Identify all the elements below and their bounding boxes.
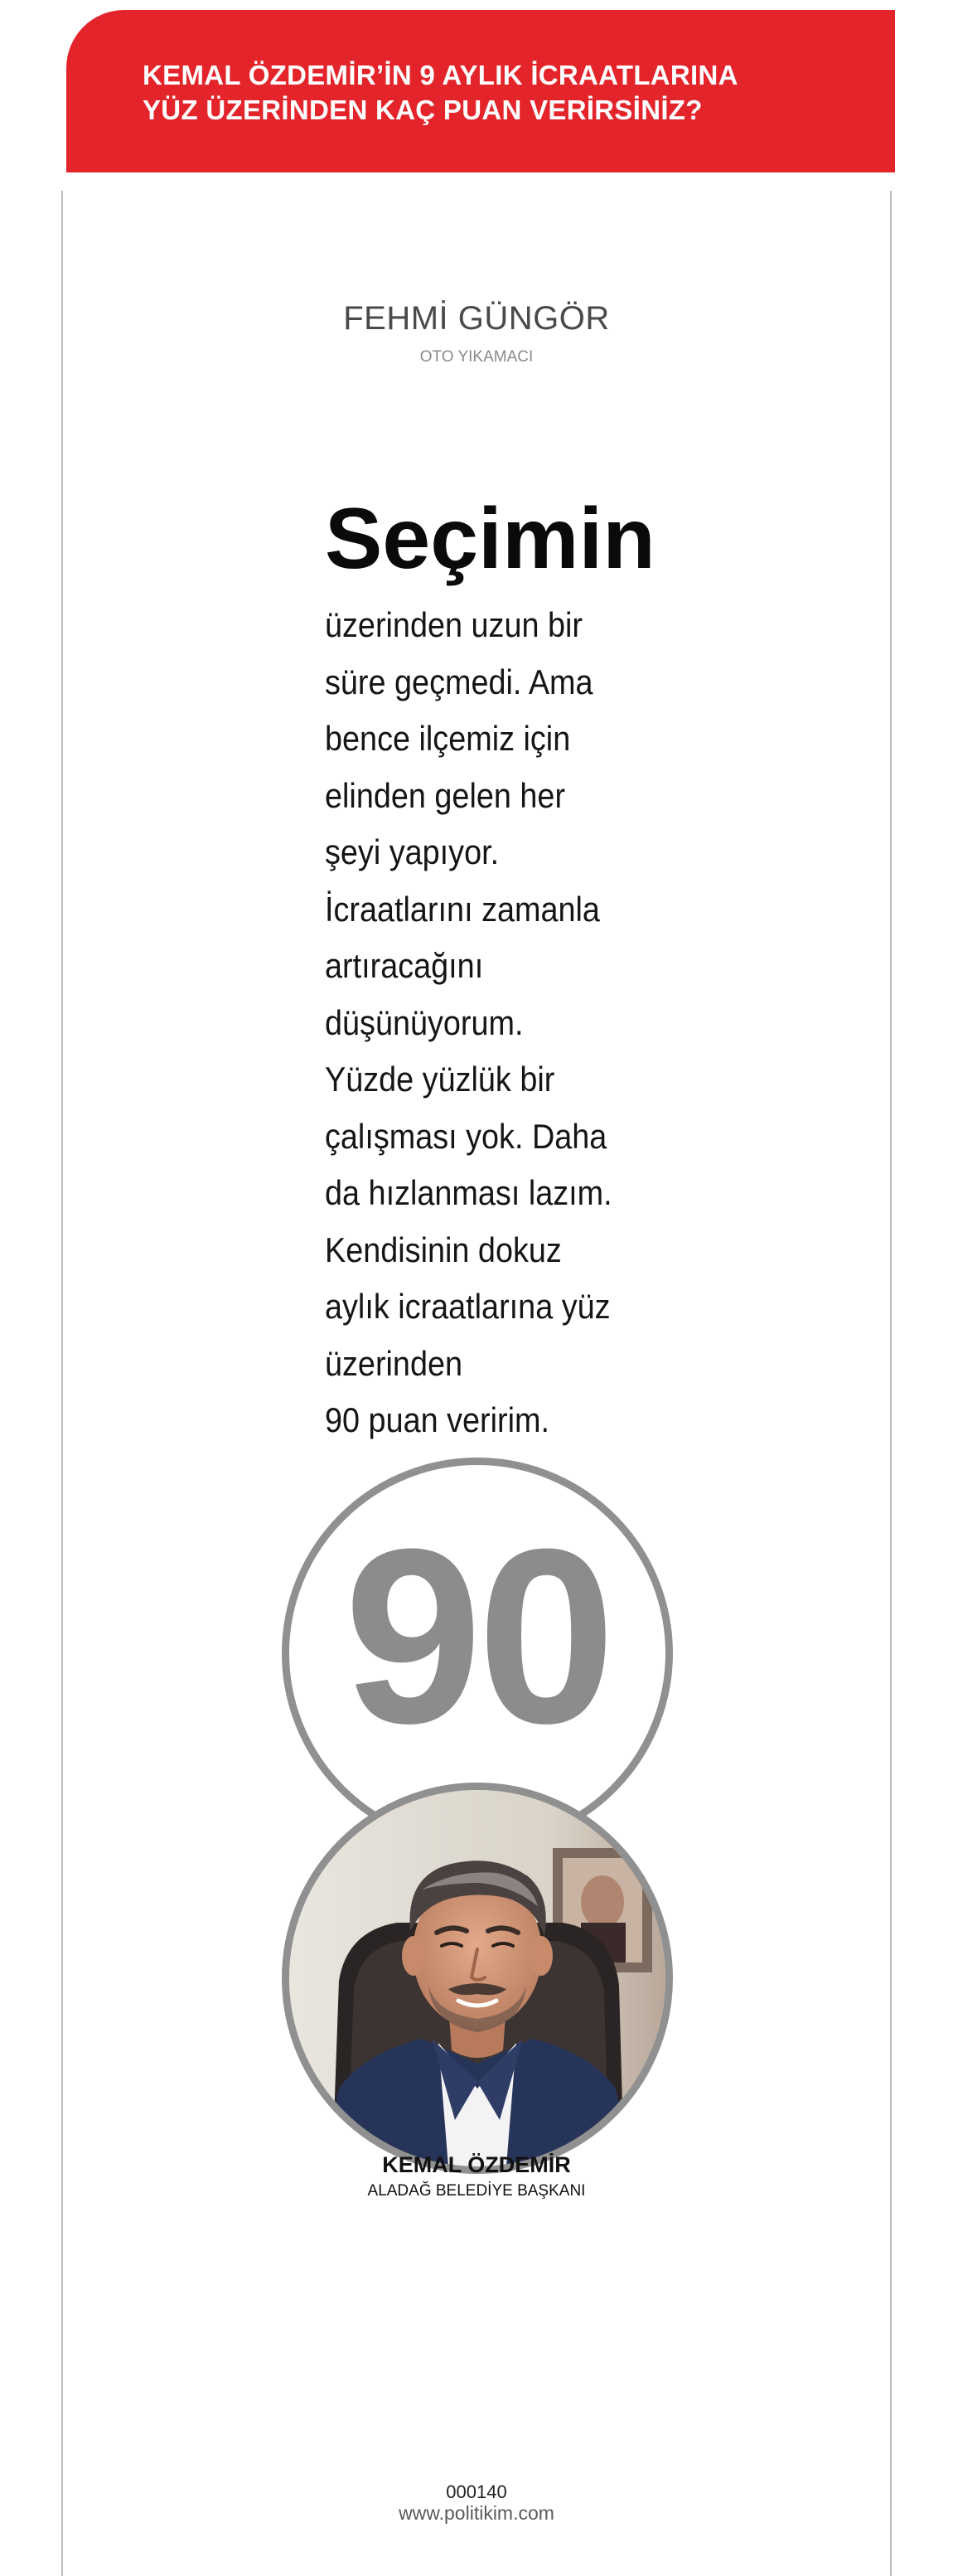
statement-line: düşünüyorum. [325, 1002, 524, 1042]
statement-line: Yüzde yüzlük bir [325, 1060, 555, 1099]
statement-line: 90 puan veririm. [325, 1400, 550, 1439]
question-line-1: KEMAL ÖZDEMİR’İN 9 AYLIK İCRAATLARINA [143, 60, 738, 90]
question-line-2: YÜZ ÜZERİNDEN KAÇ PUAN VERİRSİNİZ? [143, 95, 703, 125]
mayor-name: KEMAL ÖZDEMİR [382, 2152, 571, 2177]
question-banner [66, 10, 895, 172]
statement-line: elinden gelen her [325, 775, 566, 815]
statement-line: Kendisinin dokuz [325, 1230, 562, 1269]
statement-line: artıracağını [325, 946, 484, 985]
respondent-name: FEHMİ GÜNGÖR [343, 300, 610, 337]
statement-body [325, 597, 689, 1449]
statement-line: İcraatlarını zamanla [325, 889, 600, 929]
respondent-occupation: OTO YIKAMACI [419, 348, 534, 366]
statement-line: bence ilçemiz için [325, 719, 571, 758]
statement-line: şeyi yapıyor. [325, 832, 500, 871]
statement-line: çalışması yok. Daha [325, 1116, 607, 1156]
statement-line: da hızlanması lazım. [325, 1173, 612, 1212]
mayor-portrait-photo [282, 1783, 673, 2174]
statement-lead-word: Seçimin [325, 491, 655, 587]
frame-border-left [61, 191, 63, 2576]
website-link[interactable]: www.politikim.com [399, 2502, 554, 2524]
statement-line: süre geçmedi. Ama [325, 662, 593, 701]
score-value: 90 [344, 1497, 611, 1775]
statement-line: üzerinden uzun bir [325, 605, 583, 644]
frame-border-right [890, 191, 892, 2576]
statement-line: aylık icraatlarına yüz [325, 1287, 611, 1326]
ad-code: 000140 [446, 2481, 507, 2502]
mayor-title: ALADAĞ BELEDİYE BAŞKANI [367, 2182, 586, 2200]
statement-line: üzerinden [325, 1343, 463, 1383]
portrait-photo-icon [289, 1790, 665, 2166]
